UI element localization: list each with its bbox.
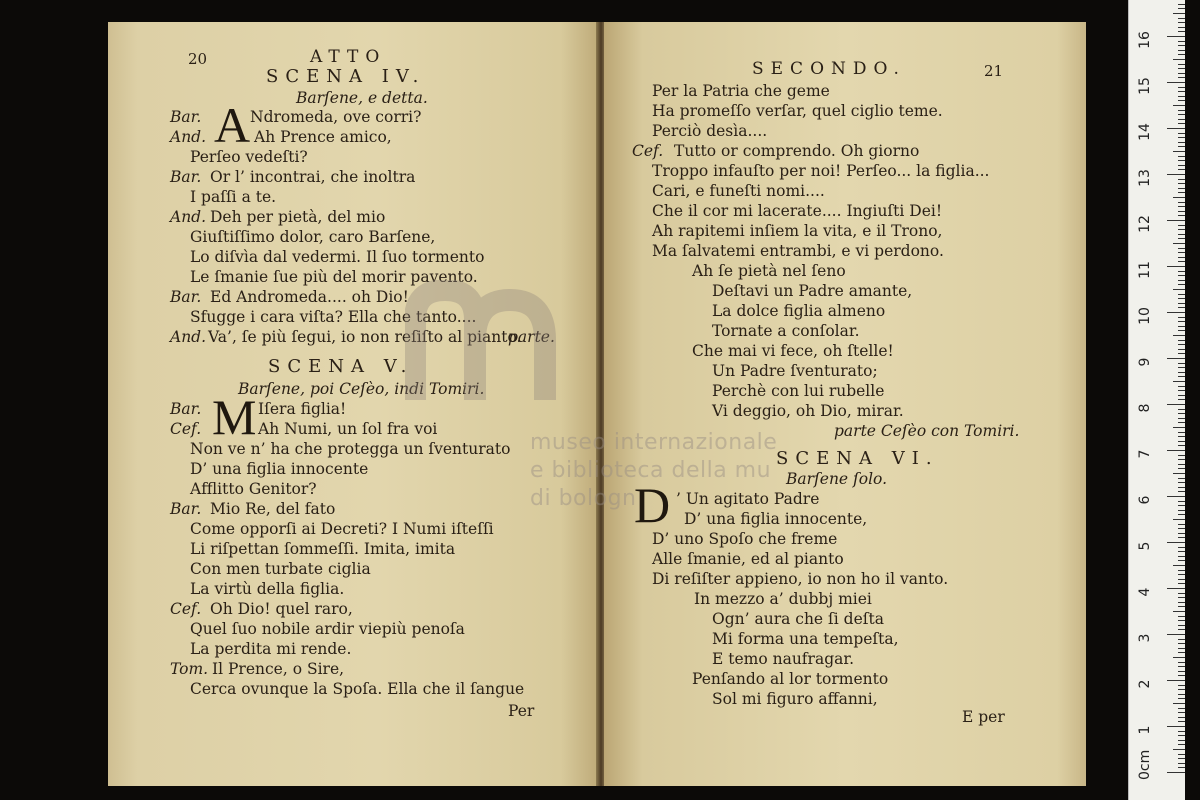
ruler-tick	[1167, 680, 1185, 681]
page-number-right: 21	[984, 62, 1004, 80]
aria-line: Ah ſe pietà nel ſeno	[692, 262, 846, 280]
measurement-ruler	[1128, 0, 1185, 800]
verse-line: ’ Un agitato Padre	[676, 490, 820, 508]
ruler-tick	[1173, 13, 1185, 14]
scene-characters: Barſene, poi Ceſèo, indi Tomiri.	[238, 380, 485, 398]
ruler-mark: 5	[1137, 541, 1153, 551]
ruler-tick	[1178, 372, 1185, 373]
ruler-tick	[1178, 606, 1185, 607]
catchword: Per	[508, 702, 535, 720]
verse-line: Le ſmanie ſue più del morir pavento.	[190, 268, 478, 286]
scene-title: SCENA V.	[268, 356, 414, 377]
ruler-tick	[1178, 583, 1185, 584]
ruler-tick	[1178, 418, 1185, 419]
aria-line: Mi forma una tempeſta,	[712, 630, 899, 648]
ruler-tick	[1178, 399, 1185, 400]
ruler-tick	[1178, 54, 1185, 55]
verse-line: D’ una figlia innocente	[190, 460, 369, 478]
speaker: Bar.	[170, 108, 202, 126]
speaker: Bar.	[170, 168, 202, 186]
ruler-tick	[1178, 482, 1185, 483]
verse-line: Mio Re, del fato	[210, 500, 336, 518]
speaker: Cef.	[632, 142, 664, 160]
ruler-tick	[1178, 353, 1185, 354]
museum-logo-watermark	[405, 280, 565, 430]
ruler-tick	[1178, 441, 1185, 442]
ruler-tick	[1167, 726, 1185, 727]
verse-line: Ah rapitemi inſiem la vita, e il Trono,	[652, 222, 943, 240]
ruler-tick	[1178, 455, 1185, 456]
verse-line: Cerca ovunque la Spoſa. Ella che il ſangue	[190, 680, 525, 698]
ruler-tick	[1178, 252, 1185, 253]
ruler-tick	[1178, 459, 1185, 460]
running-header-left: ATTO	[310, 47, 387, 67]
ruler-mark: 4	[1137, 587, 1153, 597]
ruler-tick	[1178, 123, 1185, 124]
ruler-tick	[1178, 68, 1185, 69]
verse-line: Il Prence, o Sire,	[212, 660, 345, 678]
ruler-tick	[1178, 767, 1185, 768]
ruler-tick	[1178, 413, 1185, 414]
ruler-tick	[1178, 188, 1185, 189]
verse-line: I paſſi a te.	[190, 188, 277, 206]
ruler-tick	[1173, 243, 1185, 244]
verse-line: Che il cor mi lacerate.... Ingiuſti Dei!	[652, 202, 943, 220]
speaker: Tom.	[170, 660, 209, 678]
running-header-right: SECONDO.	[752, 59, 906, 79]
ruler-tick	[1178, 257, 1185, 258]
drop-cap: M	[212, 389, 257, 445]
ruler-tick	[1178, 675, 1185, 676]
ruler-tick	[1178, 712, 1185, 713]
verse-line: Va’, ſe più ſegui, io non reſiſto al pianto.	[208, 328, 522, 346]
ruler-tick	[1173, 197, 1185, 198]
stage-direction: parte Ceſèo con Tomiri.	[834, 422, 1020, 440]
ruler-tick	[1178, 487, 1185, 488]
ruler-tick	[1178, 8, 1185, 9]
ruler-tick	[1167, 772, 1185, 773]
aria-line: Perchè con lui rubelle	[712, 382, 885, 400]
ruler-tick	[1178, 326, 1185, 327]
ruler-tick	[1178, 570, 1185, 571]
ruler-tick	[1178, 340, 1185, 341]
ruler-tick	[1178, 31, 1185, 32]
scene-title: SCENA VI.	[776, 448, 939, 469]
ruler-tick	[1167, 82, 1185, 83]
ruler-tick	[1178, 556, 1185, 557]
ruler-tick	[1178, 698, 1185, 699]
ruler-tick	[1178, 50, 1185, 51]
verse-line: Lo diſvìa dal vedermi. Il ſuo tormento	[190, 248, 485, 266]
ruler-tick	[1178, 271, 1185, 272]
ruler-tick	[1167, 266, 1185, 267]
verse-line: Ah Prence amico,	[254, 128, 392, 146]
ruler-mark: 7	[1137, 449, 1153, 459]
ruler-tick	[1178, 501, 1185, 502]
catchword: E per	[962, 708, 1005, 726]
ruler-tick	[1178, 708, 1185, 709]
ruler-tick	[1178, 169, 1185, 170]
speaker: Bar.	[170, 288, 202, 306]
ruler-tick	[1178, 629, 1185, 630]
ruler-tick	[1178, 238, 1185, 239]
ruler-tick	[1178, 91, 1185, 92]
ruler-tick	[1178, 625, 1185, 626]
ruler-tick	[1178, 321, 1185, 322]
ruler-tick	[1178, 754, 1185, 755]
ruler-tick	[1167, 634, 1185, 635]
ruler-tick	[1178, 100, 1185, 101]
ruler-tick	[1178, 436, 1185, 437]
ruler-tick	[1178, 261, 1185, 262]
ruler-tick	[1178, 229, 1185, 230]
ruler-tick	[1178, 528, 1185, 529]
verse-line: Giuſtiſſimo dolor, caro Barſene,	[190, 228, 436, 246]
ruler-mark: 8	[1137, 403, 1153, 413]
ruler-tick	[1178, 579, 1185, 580]
ruler-tick	[1178, 510, 1185, 511]
ruler-tick	[1178, 422, 1185, 423]
ruler-tick	[1173, 59, 1185, 60]
ruler-tick	[1178, 280, 1185, 281]
aria-line: E temo naufragar.	[712, 650, 854, 668]
ruler-tick	[1167, 542, 1185, 543]
ruler-tick	[1178, 317, 1185, 318]
speaker: Bar.	[170, 400, 202, 418]
ruler-tick	[1178, 514, 1185, 515]
verse-line: Deh per pietà, del mio	[210, 208, 386, 226]
ruler-tick	[1178, 87, 1185, 88]
watermark-line: e biblioteca della mu	[530, 458, 772, 483]
ruler-tick	[1178, 735, 1185, 736]
ruler-tick	[1178, 445, 1185, 446]
ruler-tick	[1178, 390, 1185, 391]
verse-line: Perciò desìa....	[652, 122, 768, 140]
verse-line: Perſeo vedeſti?	[190, 148, 308, 166]
ruler-mark: 16	[1137, 31, 1153, 49]
speaker: And.	[170, 208, 207, 226]
ruler-tick	[1178, 376, 1185, 377]
verse-line: Li riſpettan ſommeſſi. Imita, imita	[190, 540, 456, 558]
scene-characters: Barſene ſolo.	[786, 470, 888, 488]
ruler-tick	[1173, 289, 1185, 290]
ruler-tick	[1178, 671, 1185, 672]
ruler-tick	[1167, 36, 1185, 37]
verse-line: Ha promeſſo verſar, quel ciglio teme.	[652, 102, 943, 120]
ruler-tick	[1178, 156, 1185, 157]
ruler-mark: 14	[1137, 123, 1153, 141]
ruler-tick	[1178, 160, 1185, 161]
verse-line: Or l’ incontrai, che inoltra	[210, 168, 416, 186]
speaker: Cef.	[170, 600, 202, 618]
ruler-tick	[1178, 731, 1185, 732]
ruler-tick	[1178, 740, 1185, 741]
ruler-tick	[1178, 574, 1185, 575]
verse-line: La virtù della figlia.	[190, 580, 345, 598]
ruler-tick	[1173, 519, 1185, 520]
verse-line: Con men turbate ciglia	[190, 560, 371, 578]
aria-line: Sol mi figuro affanni,	[712, 690, 878, 708]
ruler-tick	[1178, 547, 1185, 548]
ruler-tick	[1178, 137, 1185, 138]
ruler-tick	[1178, 96, 1185, 97]
ruler-tick	[1167, 358, 1185, 359]
ruler-tick	[1178, 211, 1185, 212]
verse-line: Troppo infauſto per noi! Perſeo... la figlia...	[652, 162, 990, 180]
ruler-tick	[1178, 45, 1185, 46]
ruler-tick	[1167, 174, 1185, 175]
ruler-tick	[1178, 648, 1185, 649]
ruler-tick	[1178, 22, 1185, 23]
verse-line: Tutto or comprendo. Oh giorno	[674, 142, 920, 160]
ruler-tick	[1178, 560, 1185, 561]
verse-line: Alle ſmanie, ed al pianto	[652, 550, 844, 568]
verse-line: Ed Andromeda.... oh Dio!	[210, 288, 409, 306]
ruler-tick	[1178, 234, 1185, 235]
verse-line: La perdita mi rende.	[190, 640, 352, 658]
ruler-tick	[1178, 758, 1185, 759]
ruler-tick	[1178, 18, 1185, 19]
ruler-tick	[1167, 496, 1185, 497]
ruler-tick	[1167, 128, 1185, 129]
verse-line: Ah Numi, un ſol fra voi	[258, 420, 438, 438]
ruler-mark: 2	[1137, 679, 1153, 689]
aria-line: La dolce figlia almeno	[712, 302, 886, 320]
ruler-tick	[1178, 64, 1185, 65]
ruler-tick	[1178, 593, 1185, 594]
ruler-tick	[1178, 537, 1185, 538]
ruler-mark: 3	[1137, 633, 1153, 643]
ruler-tick	[1173, 565, 1185, 566]
ruler-mark: 6	[1137, 495, 1153, 505]
aria-line: Che mai vi fece, oh ſtelle!	[692, 342, 894, 360]
speaker: And.	[170, 128, 207, 146]
ruler-tick	[1178, 616, 1185, 617]
ruler-tick	[1178, 652, 1185, 653]
ruler-tick	[1178, 330, 1185, 331]
ruler-tick	[1178, 363, 1185, 364]
ruler-tick	[1178, 666, 1185, 667]
ruler-mark: 9	[1137, 357, 1153, 367]
ruler-tick	[1178, 597, 1185, 598]
ruler-tick	[1178, 349, 1185, 350]
ruler-tick	[1173, 611, 1185, 612]
ruler-tick	[1167, 220, 1185, 221]
aria-line: Un Padre ſventurato;	[712, 362, 878, 380]
ruler-tick	[1178, 551, 1185, 552]
ruler-mark: 12	[1137, 215, 1153, 233]
ruler-tick	[1178, 192, 1185, 193]
aria-line: Penſando al lor tormento	[692, 670, 889, 688]
ruler-tick	[1178, 206, 1185, 207]
ruler-tick	[1173, 427, 1185, 428]
aria-line: Tornate a conſolar.	[712, 322, 860, 340]
ruler-tick	[1178, 27, 1185, 28]
watermark-line: di bologn	[530, 486, 637, 511]
ruler-tick	[1178, 202, 1185, 203]
verse-line: Come opporſi ai Decreti? I Numi iſteſſi	[190, 520, 494, 538]
page-number-left: 20	[188, 50, 208, 68]
ruler-tick	[1178, 119, 1185, 120]
verse-line: Quel ſuo nobile ardir viepiù penoſa	[190, 620, 465, 638]
verse-line: Ma ſalvatemi entrambi, e vi perdono.	[652, 242, 944, 260]
open-book	[108, 22, 1086, 786]
ruler-tick	[1178, 225, 1185, 226]
ruler-tick	[1178, 602, 1185, 603]
verse-line: Per la Patria che geme	[652, 82, 830, 100]
ruler-tick	[1173, 657, 1185, 658]
ruler-tick	[1178, 620, 1185, 621]
ruler-tick	[1178, 114, 1185, 115]
ruler-tick	[1178, 524, 1185, 525]
verse-line: Oh Dio! quel raro,	[210, 600, 353, 618]
ruler-tick	[1178, 432, 1185, 433]
ruler-tick	[1178, 662, 1185, 663]
stage-direction: parte.	[508, 328, 555, 346]
ruler-tick	[1178, 73, 1185, 74]
ruler-tick	[1178, 721, 1185, 722]
ruler-tick	[1178, 478, 1185, 479]
ruler-tick	[1178, 689, 1185, 690]
ruler-tick	[1173, 335, 1185, 336]
ruler-tick	[1178, 307, 1185, 308]
ruler-tick	[1178, 110, 1185, 111]
aria-line: Ogn’ aura che ſi deſta	[712, 610, 884, 628]
ruler-tick	[1178, 165, 1185, 166]
ruler-tick	[1173, 151, 1185, 152]
ruler-tick	[1173, 749, 1185, 750]
ruler-tick	[1178, 248, 1185, 249]
verse-line: Cari, e funeſti nomi....	[652, 182, 825, 200]
ruler-tick	[1178, 744, 1185, 745]
ruler-unit: 0cm	[1137, 749, 1153, 780]
ruler-tick	[1178, 77, 1185, 78]
ruler-mark: 15	[1137, 77, 1153, 95]
ruler-tick	[1173, 703, 1185, 704]
right-page	[604, 22, 1086, 786]
verse-line: Afflitto Genitor?	[190, 480, 317, 498]
ruler-tick	[1178, 386, 1185, 387]
ruler-tick	[1178, 284, 1185, 285]
aria-line: Vi deggio, oh Dio, mirar.	[712, 402, 904, 420]
ruler-tick	[1178, 464, 1185, 465]
ruler-tick	[1173, 473, 1185, 474]
ruler-tick	[1178, 303, 1185, 304]
scene-characters: Barſene, e detta.	[296, 89, 428, 107]
speaker: Bar.	[170, 500, 202, 518]
ruler-tick	[1178, 215, 1185, 216]
verse-line: Di reſiſter appieno, io non ho il vanto.	[652, 570, 949, 588]
drop-cap: D	[634, 477, 671, 533]
verse-line: Non ve n’ ha che protegga un ſventurato	[190, 440, 511, 458]
ruler-tick	[1178, 298, 1185, 299]
ruler-tick	[1167, 404, 1185, 405]
ruler-tick	[1167, 450, 1185, 451]
ruler-tick	[1178, 685, 1185, 686]
ruler-tick	[1178, 491, 1185, 492]
drop-cap: A	[214, 97, 251, 153]
ruler-tick	[1178, 643, 1185, 644]
ruler-tick	[1178, 133, 1185, 134]
verse-line: D’ una figlia innocente,	[684, 510, 868, 528]
scene-title: SCENA IV.	[266, 66, 426, 87]
ruler-tick	[1167, 312, 1185, 313]
ruler-tick	[1167, 588, 1185, 589]
ruler-tick	[1173, 381, 1185, 382]
ruler-tick	[1178, 41, 1185, 42]
verse-line: Sfugge i cara viſta? Ella che tanto....	[190, 308, 477, 326]
ruler-tick	[1178, 179, 1185, 180]
ruler-tick	[1178, 146, 1185, 147]
ruler-tick	[1178, 505, 1185, 506]
ruler-tick	[1178, 763, 1185, 764]
aria-line: In mezzo a’ dubbj miei	[694, 590, 872, 608]
ruler-tick	[1178, 409, 1185, 410]
aria-line: Deſtavi un Padre amante,	[712, 282, 913, 300]
ruler-mark: 11	[1137, 261, 1153, 279]
ruler-tick	[1178, 367, 1185, 368]
ruler-tick	[1178, 639, 1185, 640]
verse-line: Iſera figlia!	[258, 400, 347, 418]
ruler-tick	[1178, 694, 1185, 695]
speaker: And.	[170, 328, 207, 346]
ruler-tick	[1178, 294, 1185, 295]
ruler-mark: 1	[1137, 725, 1153, 735]
speaker: Cef.	[170, 420, 202, 438]
watermark-line: museo internazionale	[530, 430, 778, 455]
ruler-mark: 13	[1137, 169, 1153, 187]
ruler-tick	[1178, 275, 1185, 276]
verse-line: D’ uno Spoſo che freme	[652, 530, 838, 548]
ruler-tick	[1178, 142, 1185, 143]
ruler-tick	[1173, 105, 1185, 106]
ruler-tick	[1178, 183, 1185, 184]
ruler-mark: 10	[1137, 307, 1153, 325]
ruler-tick	[1178, 468, 1185, 469]
ruler-tick	[1178, 533, 1185, 534]
verse-line: Ndromeda, ove corri?	[250, 108, 422, 126]
ruler-tick	[1178, 4, 1185, 5]
ruler-tick	[1178, 344, 1185, 345]
ruler-tick	[1178, 395, 1185, 396]
ruler-tick	[1178, 717, 1185, 718]
